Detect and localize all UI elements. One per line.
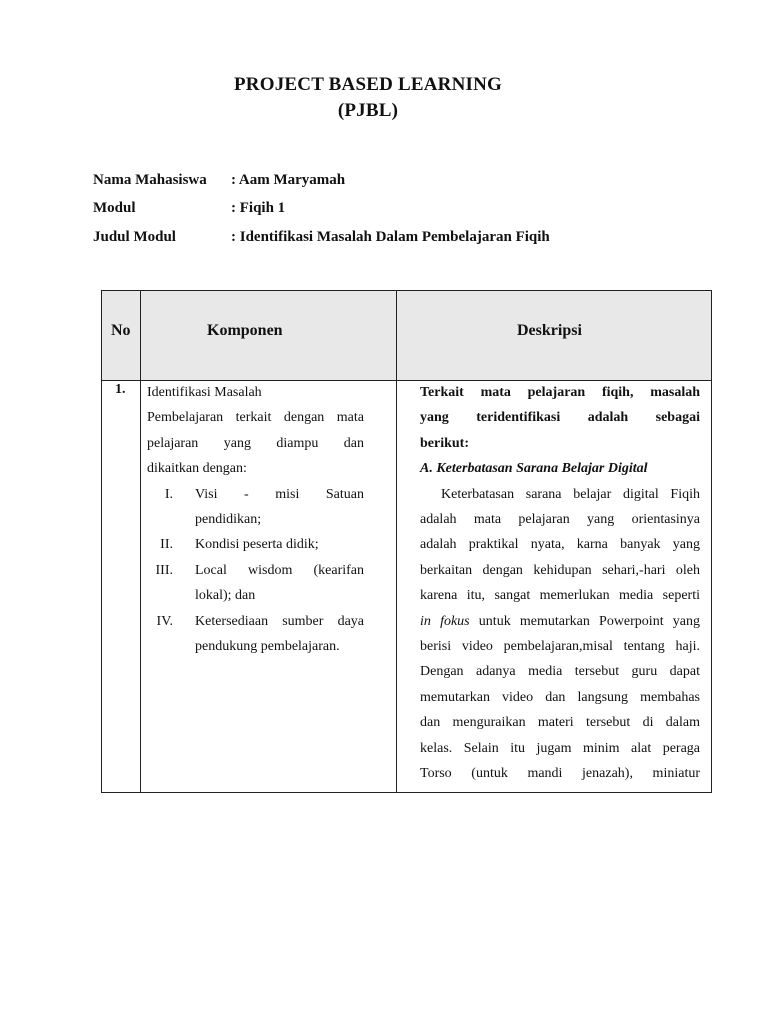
header-deskripsi: Deskripsi — [517, 322, 582, 339]
document-subtitle: (PJBL) — [337, 100, 399, 121]
desc-intro: Terkait mata pelajaran fiqih, masalah — [420, 385, 700, 400]
komponen-cell — [147, 380, 364, 659]
meta-value: : Aam Maryamah — [231, 172, 346, 188]
desc-line: adalah praktikal nyata, karna banyak yang — [420, 537, 700, 553]
meta-value: : Identifikasi Masalah Dalam Pembelajaran Fiqih — [231, 229, 550, 245]
meta-label: Judul Modul — [93, 229, 176, 245]
desc-line: adalah mata pelajaran yang orientasinya — [420, 512, 700, 528]
desc-line-infokus — [420, 609, 700, 634]
desc-line: karena itu, sangat memerlukan media seperti — [420, 588, 700, 604]
column-divider — [140, 291, 141, 792]
komponen-line: Pembelajaran terkait dengan mata — [147, 410, 364, 426]
table-header — [102, 291, 711, 381]
desc-line: dan menguraikan materi tersebut di dalam — [420, 715, 700, 731]
row-number: 1. — [115, 382, 126, 397]
desc-line: memutarkan video dan langsung membahas — [420, 689, 700, 705]
list-text: pendidikan; — [195, 512, 262, 528]
column-divider — [396, 291, 397, 792]
list-text: Ketersediaan sumber daya — [195, 613, 364, 629]
list-number: II. — [160, 537, 173, 553]
list-text: Local wisdom (kearifan — [195, 562, 364, 578]
komponen-line: pelajaran yang diampu dan — [147, 435, 364, 451]
deskripsi-cell — [420, 380, 700, 787]
meta-label: Nama Mahasiswa — [93, 172, 207, 188]
list-text: lokal); dan — [195, 588, 256, 604]
document-title: PROJECT BASED LEARNING — [234, 74, 502, 95]
desc-line: Torso (untuk mandi jenazah), miniatur — [420, 766, 700, 782]
desc-line: berkaitan dengan kehidupan sehari,-hari oleh — [420, 562, 700, 578]
list-text: Kondisi peserta didik; — [195, 537, 319, 553]
meta-label: Modul — [93, 200, 136, 216]
desc-line: Dengan adanya media tersebut guru dapat — [420, 664, 700, 680]
meta-value: : Fiqih 1 — [231, 200, 286, 216]
desc-text: untuk memutarkan Powerpoint yang — [469, 613, 700, 629]
list-text: pendukung pembelajaran. — [195, 639, 340, 655]
desc-line: kelas. Selain itu jugam minim alat peraga — [420, 740, 700, 756]
list-item — [147, 482, 364, 533]
komponen-title: Identifikasi Masalah — [147, 385, 262, 400]
komponen-line: dikaitkan dengan: — [147, 461, 247, 477]
desc-intro: yang teridentifikasi adalah sebagai — [420, 410, 700, 426]
list-item — [147, 609, 364, 660]
list-number: III. — [155, 562, 173, 578]
desc-intro: berikut: — [420, 435, 469, 451]
desc-italic-term: in fokus — [420, 613, 470, 629]
header-komponen: Komponen — [207, 322, 283, 339]
list-number: IV. — [156, 613, 173, 629]
desc-subheading: A. Keterbatasan Sarana Belajar Digital — [420, 461, 648, 477]
desc-line: Keterbatasan sarana belajar digital Fiqih — [441, 486, 700, 502]
list-number: I. — [164, 486, 173, 502]
header-no: No — [111, 322, 131, 339]
pjbl-table — [101, 290, 712, 793]
list-item — [147, 558, 364, 609]
list-text: Visi - misi Satuan — [195, 486, 364, 502]
desc-line: berisi video pembelajaran,misal tentang haji. — [420, 639, 700, 655]
list-item — [147, 532, 364, 557]
